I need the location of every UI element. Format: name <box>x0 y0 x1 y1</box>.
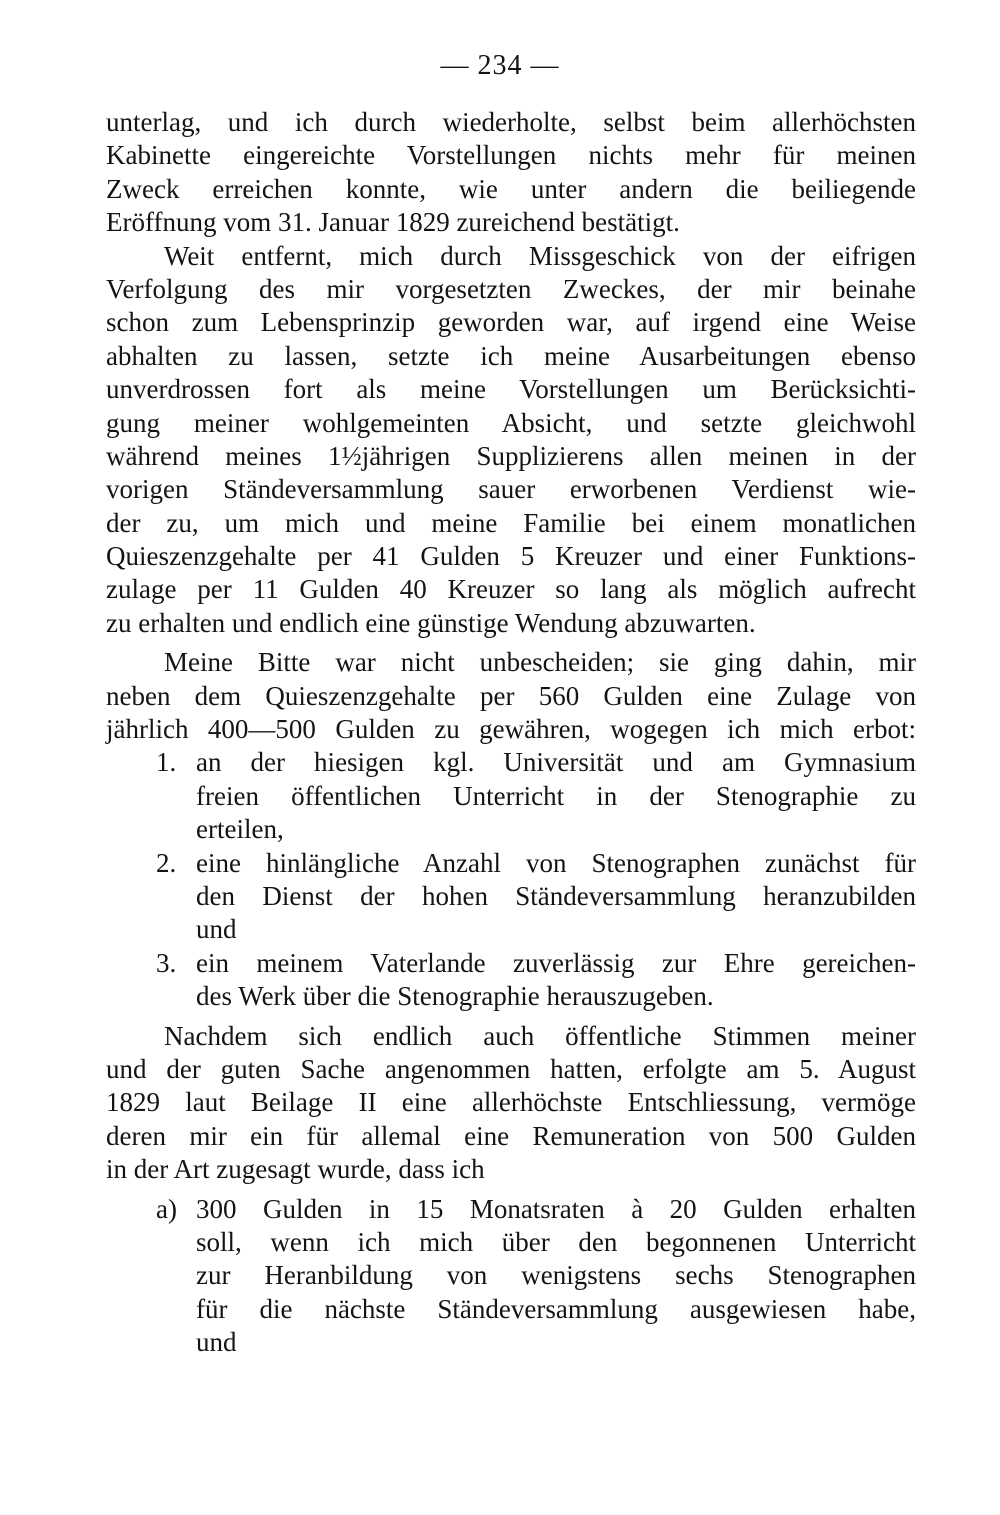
list-item <box>106 947 916 1014</box>
text-line: unterlag, und ich durch wiederholte, selbst beim allerhöchsten <box>106 107 916 137</box>
text-line: an der hiesigen kgl. Universität und am Gymnasium <box>196 747 916 778</box>
body-text <box>106 106 916 1359</box>
text-line: und der guten Sache angenommen hatten, erfolgte am 5. August <box>106 1053 916 1084</box>
text-line: Verfolgung des mir vorgesetzten Zweckes, der mir beinahe <box>106 273 916 304</box>
lettered-list <box>106 1193 916 1360</box>
text-line: erteilen, <box>196 814 284 845</box>
list-marker: 3. <box>156 947 177 978</box>
text-line: der zu, um mich und meine Familie bei einem monatlichen <box>106 507 916 538</box>
text-line: unverdrossen fort als meine Vorstellungen um Berücksichti- <box>106 374 916 405</box>
text-line: und <box>196 1327 237 1358</box>
paragraph-2 <box>106 240 916 641</box>
page-number: — 234 — <box>440 50 560 81</box>
paragraph-3 <box>106 646 916 746</box>
text-line: zur Heranbildung von wenigstens sechs Stenographen <box>196 1260 916 1291</box>
list-item <box>106 847 916 947</box>
text-line: 300 Gulden in 15 Monatsraten à 20 Gulden erhalten <box>196 1193 916 1224</box>
text-line: Eröffnung vom 31. Januar 1829 zureichend bestätigt. <box>106 207 680 238</box>
text-line: 1829 laut Beilage II eine allerhöchste Entschliessung, vermöge <box>106 1087 916 1118</box>
text-line: jährlich 400—500 Gulden zu gewähren, wogegen ich mich erbot: <box>106 714 916 745</box>
numbered-list <box>106 746 916 1013</box>
text-line: und <box>196 914 237 945</box>
text-line: den Dienst der hohen Ständeversammlung heranzubilden <box>196 880 916 911</box>
text-line: eine hinlängliche Anzahl von Stenographen zunächst für <box>196 847 916 878</box>
text-line: soll, wenn ich mich über den begonnenen Unterricht <box>196 1226 916 1257</box>
text-line: Quieszenzgehalte per 41 Gulden 5 Kreuzer und einer Funktions- <box>106 541 916 572</box>
list-item <box>106 746 916 846</box>
text-line: während meines 1½jährigen Supplizierens allen meinen in der <box>106 440 916 471</box>
text-line: Kabinette eingereichte Vorstellungen nichts mehr für meinen <box>106 140 916 171</box>
text-line: zu erhalten und endlich eine günstige Wendung abzuwarten. <box>106 607 756 638</box>
text-line: gung meiner wohlgemeinten Absicht, und setzte gleichwohl <box>106 407 916 438</box>
text-line: des Werk über die Stenographie herauszugeben. <box>196 981 714 1012</box>
paragraph-1 <box>106 106 916 240</box>
text-line: für die nächste Ständeversammlung ausgewiesen habe, <box>196 1293 916 1324</box>
text-line: vorigen Ständeversammlung sauer erworbenen Verdienst wie- <box>106 474 916 505</box>
text-line: freien öffentlichen Unterricht in der Stenographie zu <box>196 780 916 811</box>
text-line: abhalten zu lassen, setzte ich meine Ausarbeitungen ebenso <box>106 340 916 371</box>
paragraph-4 <box>106 1020 916 1187</box>
text-line: zulage per 11 Gulden 40 Kreuzer so lang als möglich aufrecht <box>106 574 916 605</box>
text-line: Weit entfernt, mich durch Missgeschick von der eifrigen <box>164 240 916 271</box>
text-line: in der Art zugesagt wurde, dass ich <box>106 1154 485 1185</box>
text-line: deren mir ein für allemal eine Remuneration von 500 Gulden <box>106 1120 916 1151</box>
text-line: Nachdem sich endlich auch öffentliche Stimmen meiner <box>164 1020 916 1051</box>
text-line: ein meinem Vaterlande zuverlässig zur Ehre gereichen- <box>196 947 916 978</box>
text-line: Zweck erreichen konnte, wie unter andern die beiliegende <box>106 173 916 204</box>
list-marker: a) <box>156 1193 177 1224</box>
list-marker: 1. <box>156 747 177 778</box>
text-line: neben dem Quieszenzgehalte per 560 Gulden eine Zulage von <box>106 680 916 711</box>
text-line: schon zum Lebensprinzip geworden war, auf irgend eine Weise <box>106 307 916 338</box>
text-line: Meine Bitte war nicht unbescheiden; sie ging dahin, mir <box>164 647 916 678</box>
list-marker: 2. <box>156 847 177 878</box>
list-item <box>106 1193 916 1360</box>
